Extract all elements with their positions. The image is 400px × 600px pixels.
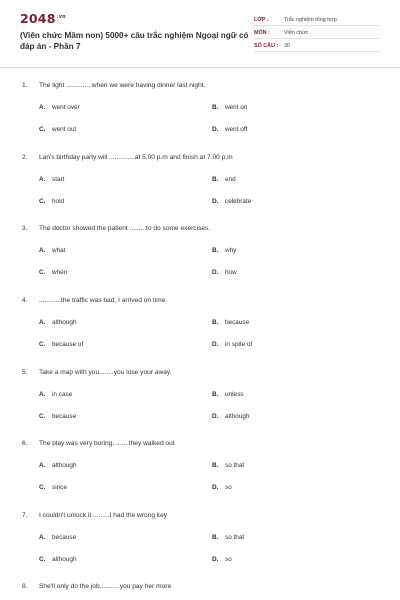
question-4 bbox=[22, 297, 382, 359]
question-stem: Lan's birthday party will ..............at 5.00 p.m and finish at 7.00 p.m bbox=[39, 154, 233, 161]
option-c[interactable] bbox=[39, 126, 76, 133]
meta-class-value: Trắc nghiệm tổng hợp bbox=[284, 17, 337, 23]
option-text: start bbox=[52, 176, 65, 183]
meta-class-row bbox=[254, 13, 380, 26]
option-letter: D. bbox=[212, 269, 219, 276]
option-text: although bbox=[52, 319, 77, 326]
option-letter: A. bbox=[39, 391, 46, 398]
option-letter: A. bbox=[39, 534, 46, 541]
option-a[interactable] bbox=[39, 176, 64, 183]
option-letter: A. bbox=[39, 319, 46, 326]
option-text: although bbox=[52, 462, 77, 469]
option-text: so that bbox=[225, 534, 245, 541]
option-letter: D. bbox=[212, 341, 219, 348]
option-c[interactable] bbox=[39, 556, 77, 563]
option-d[interactable] bbox=[212, 341, 252, 348]
option-d[interactable] bbox=[212, 484, 232, 491]
option-a[interactable] bbox=[39, 534, 76, 541]
option-letter: C. bbox=[39, 484, 46, 491]
option-letter: D. bbox=[212, 484, 219, 491]
option-text: so bbox=[225, 484, 232, 491]
option-letter: C. bbox=[39, 269, 46, 276]
option-text: although bbox=[225, 413, 250, 420]
option-letter: B. bbox=[212, 462, 219, 469]
meta-class-label: LỚP : bbox=[254, 17, 269, 23]
option-text: since bbox=[52, 484, 67, 491]
meta-subject-label: MÔN : bbox=[254, 30, 270, 36]
option-text: because of bbox=[52, 341, 84, 348]
option-b[interactable] bbox=[212, 104, 247, 111]
question-5 bbox=[22, 369, 382, 431]
option-letter: D. bbox=[212, 198, 219, 205]
option-text: celebrate bbox=[225, 198, 252, 205]
option-c[interactable] bbox=[39, 484, 67, 491]
question-stem: The play was very boring, .......they walked out bbox=[39, 440, 175, 447]
option-b[interactable] bbox=[212, 176, 236, 183]
question-number: 8. bbox=[22, 583, 28, 590]
option-text: when bbox=[52, 269, 68, 276]
question-1 bbox=[22, 82, 382, 144]
option-text: in spite of bbox=[225, 341, 253, 348]
option-a[interactable] bbox=[39, 462, 77, 469]
option-text: because bbox=[52, 413, 77, 420]
option-c[interactable] bbox=[39, 413, 76, 420]
meta-count-label: SỐ CÂU : bbox=[254, 43, 279, 49]
option-d[interactable] bbox=[212, 556, 232, 563]
question-stem: ............the traffic was bad, I arrived on time. bbox=[39, 297, 168, 304]
option-text: hold bbox=[52, 198, 65, 205]
question-3 bbox=[22, 225, 382, 287]
question-stem: She'll only do the job...........you pay her more bbox=[39, 583, 172, 590]
option-c[interactable] bbox=[39, 269, 67, 276]
question-number: 1. bbox=[22, 82, 28, 89]
meta-count-row bbox=[254, 39, 380, 52]
question-number: 2. bbox=[22, 154, 28, 161]
meta-count-value: 30 bbox=[284, 43, 290, 49]
question-stem: Take a map with you........you lose your away. bbox=[39, 369, 172, 376]
option-a[interactable] bbox=[39, 104, 80, 111]
option-text: because bbox=[52, 534, 77, 541]
question-stem: I couldn't unlock it .........I had the wrong key bbox=[39, 512, 168, 519]
option-letter: B. bbox=[212, 391, 219, 398]
question-number: 7. bbox=[22, 512, 28, 519]
option-letter: B. bbox=[212, 176, 219, 183]
question-8 bbox=[22, 583, 382, 597]
option-text: what bbox=[52, 247, 66, 254]
option-b[interactable] bbox=[212, 391, 243, 398]
option-letter: D. bbox=[212, 556, 219, 563]
logo-tld: .vn bbox=[56, 13, 66, 20]
site-logo[interactable] bbox=[20, 11, 66, 26]
question-number: 6. bbox=[22, 440, 28, 447]
option-text: because bbox=[225, 319, 250, 326]
option-letter: A. bbox=[39, 104, 46, 111]
option-letter: C. bbox=[39, 341, 46, 348]
option-text: end bbox=[225, 176, 236, 183]
question-stem: The light ..............when we were having dinner last night. bbox=[39, 82, 206, 89]
option-letter: A. bbox=[39, 176, 46, 183]
option-letter: C. bbox=[39, 126, 46, 133]
header-divider bbox=[0, 67, 400, 68]
question-7 bbox=[22, 512, 382, 574]
question-stem: The doctor showed the patient .........to do some exercises. bbox=[39, 225, 211, 232]
option-d[interactable] bbox=[212, 269, 237, 276]
document-title: (Viên chức Mầm non) 5000+ câu trắc nghiệm Ngoại ngữ có đáp án - Phần 7 bbox=[20, 31, 249, 51]
option-letter: B. bbox=[212, 104, 219, 111]
option-b[interactable] bbox=[212, 319, 249, 326]
option-text: went over bbox=[52, 104, 80, 111]
option-a[interactable] bbox=[39, 247, 66, 254]
option-letter: A. bbox=[39, 247, 46, 254]
question-number: 5. bbox=[22, 369, 28, 376]
option-letter: D. bbox=[212, 126, 219, 133]
option-letter: B. bbox=[212, 534, 219, 541]
question-2 bbox=[22, 154, 382, 216]
option-text: how bbox=[225, 269, 237, 276]
meta-subject-row bbox=[254, 26, 380, 39]
option-b[interactable] bbox=[212, 462, 244, 469]
option-c[interactable] bbox=[39, 341, 83, 348]
question-6 bbox=[22, 440, 382, 502]
option-text: went on bbox=[225, 104, 248, 111]
option-d[interactable] bbox=[212, 126, 247, 133]
option-text: so bbox=[225, 556, 232, 563]
option-d[interactable] bbox=[212, 413, 250, 420]
option-text: although bbox=[52, 556, 77, 563]
option-c[interactable] bbox=[39, 198, 64, 205]
option-text: unless bbox=[225, 391, 244, 398]
option-letter: B. bbox=[212, 319, 219, 326]
option-text: so that bbox=[225, 462, 245, 469]
option-letter: C. bbox=[39, 198, 46, 205]
meta-subject-value: Viên chức bbox=[284, 30, 309, 36]
option-text: why bbox=[225, 247, 237, 254]
option-text: in case bbox=[52, 391, 73, 398]
option-b[interactable] bbox=[212, 247, 236, 254]
option-a[interactable] bbox=[39, 391, 72, 398]
option-a[interactable] bbox=[39, 319, 77, 326]
question-number: 3. bbox=[22, 225, 28, 232]
option-letter: B. bbox=[212, 247, 219, 254]
logo-brand: 2048 bbox=[20, 11, 56, 26]
option-letter: C. bbox=[39, 556, 46, 563]
option-letter: A. bbox=[39, 462, 46, 469]
question-number: 4. bbox=[22, 297, 28, 304]
option-b[interactable] bbox=[212, 534, 244, 541]
option-text: went out bbox=[52, 126, 77, 133]
option-text: went off bbox=[225, 126, 248, 133]
option-letter: C. bbox=[39, 413, 46, 420]
option-letter: D. bbox=[212, 413, 219, 420]
option-d[interactable] bbox=[212, 198, 251, 205]
